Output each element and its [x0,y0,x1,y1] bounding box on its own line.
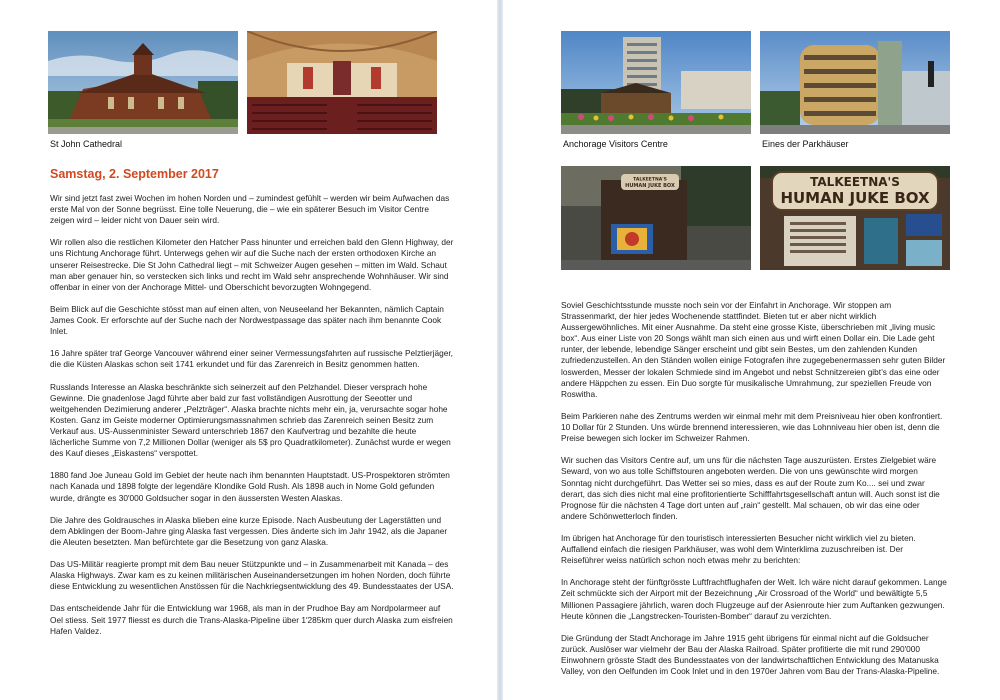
paragraph: Die Gründung der Stadt Anchorage im Jahre 1915 geht übrigens für einmal nicht auf die Goldsucher zurück. Auslöser war vielmehr der Bau der Alaska Railroad. Später profitierte die mit rund 290'000 Einwohnern grösste Stadt des Bundesstaates von der landwirtschaftlichen Entwicklung des Matanuska Valley, von den Oelfunden im Cook Inlet und in den 1970er Jahren vom Bau der Trans-Alaska-Pipeline. [561,632,940,677]
paragraph: Die Jahre des Goldrausches in Alaska blieben eine kurze Episode. Nach Ausbeutung der Lagerstätten und dem Abklingen der Boom-Jahre ging Alaska fast vergessen. Dies änderte sich im Jahr 1942, als die Japaner die Aleuten besetzten. Man befürchtete gar die Besetzung von ganz Alaska. [50,514,448,547]
jukebox-sign-line2: HUMAN JUKE BOX [780,189,930,207]
paragraph: Das entscheidende Jahr für die Entwicklung war 1968, als man in der Prudhoe Bay am Nordpolarmeer auf Oel stiess. Seit 1977 fliesst es durch die Trans-Alaska-Pipeline über 1'285km quer durch Alaska zum eisfreien Hafen Valdez. [50,603,453,636]
photo-human-jukebox-street [561,166,751,270]
caption-visitors-centre: Anchorage Visitors Centre [563,139,668,149]
paragraph: Beim Parkieren nahe des Zentrums werden wir einmal mehr mit dem Preisniveau hier oben konfrontiert. 10 Dollar für 2 Stunden. Uns würde brennend interessieren, wie das Lohnniveau hier oben ist, denn die Preise bewegen sich locker im Schweizer Rahmen. [561,410,943,444]
paragraph: Im übrigen hat Anchorage für den touristisch interessierten Besucher nicht wirklich viel zu bieten. Auffallend einfach die riesigen Parkhäuser, was wohl dem Winterklima zuzuschreiben ist. Der Reiseführer weiss natürlich schon noch etwas mehr zu berichten: [561,532,916,566]
paragraph: Das US-Militär reagierte prompt mit dem Bau neuer Stützpunkte und – in Zusammenarbeit mit Kanada – des Alaska Highways. Zwar kam es zu keinen militärischen Auseinandersetzungen im hohen Norden, doch führte diese Entwicklung zu wesentlichen Anstössen für die Nachkriegsentwicklung des 49. Bundesstaates der USA. [50,559,454,592]
photo-parking-garage [760,31,950,134]
paragraph: Beim Blick auf die Geschichte stösst man auf einen alten, von Neuseeland her Bekannten, nämlich Captain James Cook. Er erforschte auf der Suche nach der Nordwestpassage das später nach ihm benannte Cook Inlet. [50,303,444,337]
paragraph: Soviel Geschichtsstunde musste noch sein vor der Einfahrt in Anchorage. Wir stoppen am Strassenmarkt, der hier jedes Wochenende stattfindet. Bieten tut er aber nicht wirklich Aussergewöhnliches. Mit einer Ausnahme. Da steht eine grosse Kiste, überschrieben mit „living music box“. Aus einer Liste von 20 Songs wählt man sich einen aus und wirft einen Dollar ein. Die Lade geht runter, der lebende, lebendige Sänger erscheint und gibt sein Bestes, um den zahlenden Kunden zufriedenzustellen. An den Ständen wollen einige Fotografen ihre zugegebenermassen sehr guten Bilder loswerden, Messer der lokalen Schmiede sind im Angebot und nebst Schnitzereien gibt’s das eine oder andere Häppchen zu essen. Ein Duo sorgte für musikalische Umrahmung, zur speziellen Freude von Roswitha. [561,300,946,399]
photo-anchorage-visitors-centre [561,31,751,134]
caption-parking-garage: Eines der Parkhäuser [762,139,849,149]
right-page [503,0,1000,700]
jukebox-sign-small-line1: TALKEETNA'S [633,177,667,183]
paragraph: Wir suchen das Visitors Centre auf, um uns für die nächsten Tage auszurüsten. Erstes Zielgebiet wäre Seward, von wo aus tolle Schiffstouren angeboten werden. Die von uns gewünschte wird morgen Sonntag nicht durchgeführt. Das Wetter sei so mies, dass es auf der Route zum Ko.... sei und zwar derart, das sich dies nicht mal eine profitorientierte Schifffahrtsgesellschaft antun will. Auch sonst ist die Prognose für die nächsten 4 Tage dort unten auf „rain“ gestellt. Mal schauen, ob wir das eine oder andere Schönwetterloch finden. [561,455,940,521]
paragraph: 1880 fand Joe Juneau Gold im Gebiet der heute nach ihm benannten Hauptstadt. US-Prospektoren strömten nach Kanada und 1898 folgte der legendäre Klondike Gold Rush. Als 1898 auch in Nome Gold gefunden wurde, drängte es 30'000 Goldsucher sogar in den äussersten Westen Alaskas. [50,470,450,503]
jukebox-sign-line1: TALKEETNA'S [810,175,900,189]
paragraph: Wir rollen also die restlichen Kilometer den Hatcher Pass hinunter und erreichen bald den Glenn Highway, der uns Richtung Anchorage führt. Unterwegs gehen wir auf die Suche nach der ersten orthodoxen Kirche an unserer Reisestrecke. Die St John Cathedral liegt – mit Schweizer Augen gesehen – mitten im Wald. Schaut man aber genauer hin, so verstecken sich links und recht im Wald sehr ansprechende Wohnhäuser. Wir sind offenbar in einer von der Anchorage Mittel- und Oberschicht bevorzugten Wohngegend. [50,237,454,292]
section-heading-date: Samstag, 2. September 2017 [50,167,219,181]
paragraph: Russlands Interesse an Alaska beschränkte sich seinerzeit auf den Pelzhandel. Dieser versprach hohe Gewinne. Die gnadenlose Jagd führte aber bald zur fast vollständigen Ausrottung der Seeotter und weitgehenden Dezimierung anderer „Pelzträger“. Alaska brachte nichts mehr ein, ja, verursachte sogar hohe Kosten. Ganz im Geiste moderner Optimierungsmassnahmen schrieb das Zarenreich seinen Besitz zum Verkauf aus. US-Aussenminister Seward unterschrieb 1867 den Kaufvertrag und bezahlte die heute lächerliche Summe von 7,2 Millionen Dollar (weniger als 5$ pro Quadratkilometer). Zunächst wurde er wegen des Kauf dieses „Eiskastens“ verspottet. [50,381,451,459]
left-body-text [50,193,454,648]
paragraph: Wir sind jetzt fast zwei Wochen im hohen Norden und – zumindest gefühlt – werden wir beim Aufwachen das erste Mal von der Sonne begrüsst. Eine tolle Neuerung, die – wie ein späterer Besuch im Visitor Centre zeigen wird – leider nicht von Dauer sein wird. [50,193,450,226]
paragraph: 16 Jahre später traf George Vancouver während einer seiner Vermessungsfahrten auf russische Pelztierjäger, die die Küsten Alaskas schon seit 1741 erkundet und für das Zarenreich in Besitz genommen hatten. [50,348,453,370]
jukebox-sign-small-line2: HUMAN JUKE BOX [625,183,675,189]
right-body-text [561,300,947,688]
paragraph: In Anchorage steht der fünftgrösste Luftfrachtflughafen der Welt. Ich wäre nicht darauf gekommen. Lange Zeit schmückte sich der Airport mit der Bezeichnung „Air Crossroad of the World“ und bewältigte 5,5 Millionen Passagiere jährlich, waren doch Flugzeuge auf der Asienroute hier zum Auftanken gezwungen. Heute können die „Langstrecken-Touristen-Bomber“ darauf zu verzichten. [561,577,947,621]
photo-st-john-cathedral [48,31,238,134]
photo-human-jukebox-sign [760,166,950,270]
caption-st-john-cathedral: St John Cathedral [50,139,123,149]
left-page [0,0,497,700]
photo-church-interior [247,31,437,134]
